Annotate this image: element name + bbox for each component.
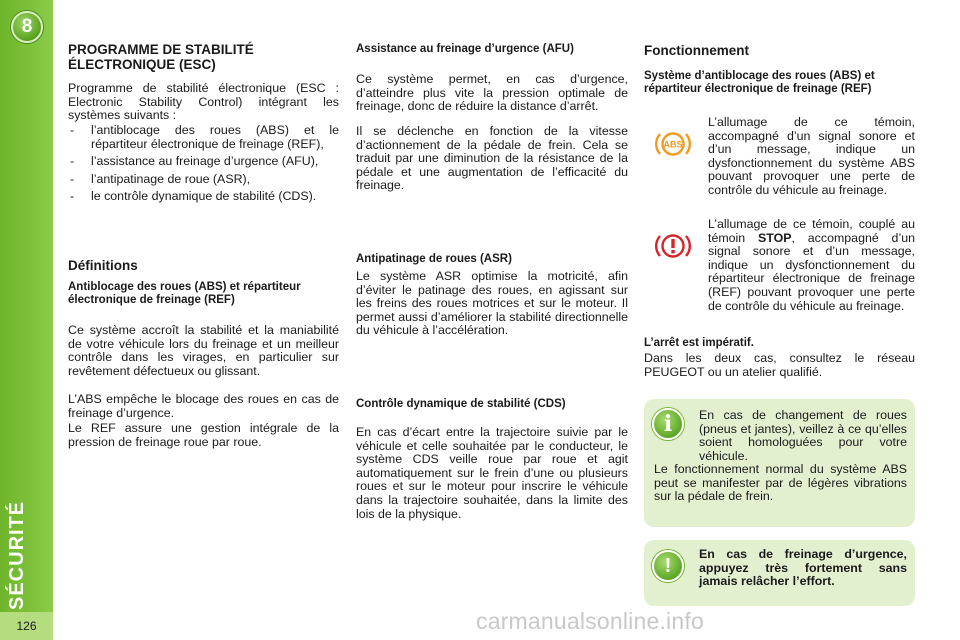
consult-network-text: Dans les deux cas, consultez le réseau PEUGEOT ou un atelier qualifié.: [644, 351, 915, 379]
chapter-title: SÉCURITÉ: [6, 500, 28, 610]
list-item: - le contrôle dynamique de stabilité (CDS).: [68, 190, 339, 204]
abs-icon-label: ABS: [663, 139, 683, 150]
afu-title: Assistance au freinage d’urgence (AFU): [356, 43, 574, 55]
fonctionnement-title: Fonctionnement: [644, 43, 749, 58]
cds-title: Contrôle dynamique de stabilité (CDS): [356, 398, 566, 410]
abs-definition-title: Antiblocage des roues (ABS) et répartiteur électronique de freinage (REF): [68, 281, 301, 306]
abs-definition-p2: L’ABS empêche le blocage des roues en cas de freinage d’urgence.: [68, 392, 339, 420]
abs-warning-text-content: L’allumage de ce témoin, accompagné d’un signal sonore et d’un message, indique un dysfonctionnement du système ABS pouvant provoquer une perte de contrôle du véhicule au freinage.: [708, 115, 915, 197]
ref-warning-text: L’allumage de ce témoin, couplé au témoin STOP, accompagné d’un signal sonore et d’un message, indique un dysfonctionnement du répartiteur électronique de freinage (REF) pouvant provoquer une perte de contrôle du véhicule au freinage.: [708, 217, 915, 313]
afu-p1: Ce système permet, en cas d’urgence, d’atteindre plus vite la pression optimale de freinage, donc de réduire la distance d’arrêt.: [356, 72, 628, 114]
alert-box-text: En cas de freinage d’urgence, appuyez très fortement sans jamais relâcher l’effort.: [699, 547, 907, 589]
chapter-number-badge: 8: [11, 11, 43, 43]
esc-intro: Programme de stabilité électronique (ESC : Electronic Stability Control) intégrant les systèmes suivants :: [68, 81, 339, 123]
list-item: - l’assistance au freinage d’urgence (AFU),: [68, 155, 339, 169]
abs-definition-p1: Ce système accroît la stabilité et la maniabilité de votre véhicule lors du freinage et un meilleur contrôle dans les virages, en particulier sur revêtement défectueux ou glissant.: [68, 323, 339, 378]
info-icon: i: [652, 408, 684, 440]
stop-imperative-title: L’arrêt est impératif.: [644, 337, 754, 349]
info-box-p2: Le fonctionnement normal du système ABS peut se manifester par de légères vibrations sur la pédale de frein.: [654, 462, 907, 504]
ref-definition: Le REF assure une gestion intégrale de la pression de freinage roue par roue.: [68, 421, 339, 449]
list-item: - l’antiblocage des roues (ABS) et le répartiteur électronique de freinage (REF),: [68, 124, 339, 151]
section-title-esc: PROGRAMME DE STABILITÉ ÉLECTRONIQUE (ESC): [68, 42, 254, 72]
definitions-title: Définitions: [68, 258, 138, 273]
asr-p1: Le système ASR optimise la motricité, afin d’éviter le patinage des roues, en agissant sur les freins des roues motrices et sur le moteur. Il permet aussi d’améliorer la stabilité directionnelle du véhicule à l’accélération.: [356, 269, 628, 338]
watermark-text: carmanualsonline.info: [476, 608, 704, 634]
asr-title: Antipatinage de roues (ASR): [356, 253, 512, 265]
abs-warning-text: [644, 116, 915, 198]
cds-p1: En cas d’écart entre la trajectoire suivie par le véhicule et celle souhaitée par le conducteur, le système CDS veille roue par roue et agit automatiquement sur le frein d’une ou plusieurs roues et sur le moteur pour inscrire le véhicule dans la trajectoire souhaitée, dans la limite des lois de la physique.: [356, 425, 628, 521]
exclamation-icon: !: [652, 550, 684, 582]
afu-p2: Il se déclenche en fonction de la vitesse d’actionnement de la pédale de frein. Cela se traduit par une diminution de la résistance de la pédale et une augmentation de l’efficacité du freinage.: [356, 124, 628, 193]
info-box-tyres: [644, 399, 915, 527]
list-item: - l’antipatinage de roue (ASR),: [68, 173, 339, 187]
page-number: 126: [0, 612, 53, 640]
abs-ref-subtitle: Système d’antiblocage des roues (ABS) et répartiteur électronique de freinage (REF): [644, 70, 875, 95]
info-box-p1: En cas de changement de roues (pneus et jantes), veillez à ce qu’elles soient homologuées pour votre véhicule.: [699, 408, 907, 463]
alert-box-emergency-braking: [644, 540, 915, 606]
esc-systems-list: [68, 120, 339, 204]
chapter-sidebar: [0, 0, 53, 640]
stop-keyword: STOP: [758, 230, 792, 245]
